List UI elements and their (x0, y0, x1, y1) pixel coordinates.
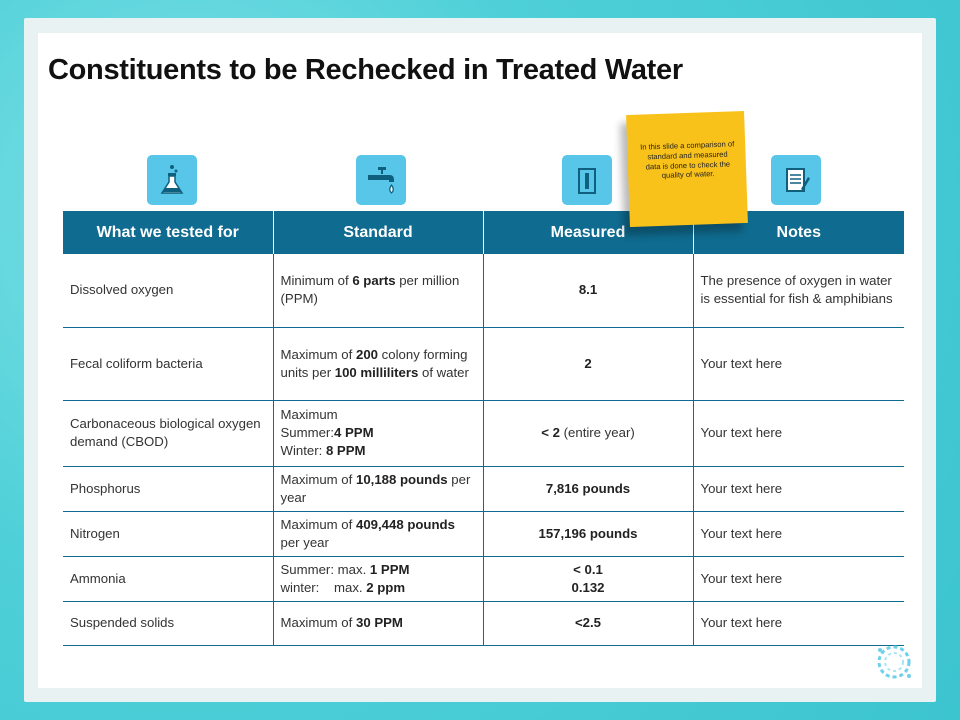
standard-cell (273, 556, 483, 601)
standard-cell (273, 327, 483, 400)
table-row (63, 511, 904, 556)
measured-cell (483, 327, 693, 400)
measured-cell (483, 254, 693, 327)
flask-icon (155, 163, 189, 197)
tested-cell: Carbonaceous biological oxygen demand (CBOD) (63, 400, 273, 466)
table-row (63, 327, 904, 400)
bold-value: 4 PPM (334, 425, 374, 440)
table-row (63, 601, 904, 645)
notes-cell: Your text here (693, 466, 904, 511)
water-splash-icon (872, 640, 916, 684)
tested-cell: Nitrogen (63, 511, 273, 556)
table-row (63, 556, 904, 601)
text-segment: Winter: (280, 443, 326, 458)
table-row (63, 466, 904, 511)
text-segment: Summer: max. (280, 561, 370, 577)
notes-cell: Your text here (693, 511, 904, 556)
bold-value: <2.5 (574, 615, 602, 630)
measured-cell (483, 511, 693, 556)
notes-cell: Your text here (693, 601, 904, 645)
bold-value: 10,188 pounds (355, 471, 448, 487)
bold-value: 7,816 pounds (545, 480, 631, 496)
text-segment: Maximum of (280, 471, 356, 487)
measured-cell (483, 466, 693, 511)
faucet-icon-box (356, 155, 406, 205)
tested-cell: Ammonia (63, 556, 273, 601)
page-title: Constituents to be Rechecked in Treated Water (48, 54, 683, 86)
notes-cell: Your text here (693, 327, 904, 400)
notes-cell: Your text here (693, 556, 904, 601)
bold-value: 8 PPM (325, 443, 366, 458)
table-row (63, 254, 904, 327)
bold-value: 30 PPM (355, 615, 403, 630)
text-segment: Maximum of (280, 615, 356, 630)
notepad-icon (779, 163, 813, 197)
standard-cell (273, 511, 483, 556)
standard-cell (273, 254, 483, 327)
bold-value: 2 ppm (366, 579, 406, 595)
column-header: Notes (693, 211, 904, 254)
table-row (63, 400, 904, 466)
text-segment: Maximum of (280, 516, 356, 532)
text-segment: Summer: (280, 425, 334, 440)
table-header-row (63, 211, 904, 254)
bold-value: 0.132 (571, 579, 605, 595)
standard-cell (273, 601, 483, 645)
tested-cell: Dissolved oxygen (63, 254, 273, 327)
notes-cell: Your text here (693, 400, 904, 466)
column-header: What we tested for (63, 211, 273, 254)
standard-cell (273, 400, 483, 466)
bold-value: < 0.1 (573, 561, 603, 577)
tested-cell: Phosphorus (63, 466, 273, 511)
text-segment: of water (418, 364, 469, 380)
bold-value: 8.1 (578, 282, 598, 298)
bold-value: 157,196 pounds (538, 525, 638, 541)
standard-cell (273, 466, 483, 511)
measured-cell (483, 601, 693, 645)
bold-value: 1 PPM (369, 561, 410, 577)
bold-value: 100 milliliters (334, 364, 419, 380)
column-header: Measured (483, 211, 693, 254)
bold-value: < 2 (541, 425, 560, 440)
table-body (63, 254, 904, 645)
text-segment: Maximum (280, 407, 338, 422)
notes-cell: The presence of oxygen in water is essential for fish & amphibians (693, 254, 904, 327)
notepad-icon-box (771, 155, 821, 205)
column-header: Standard (273, 211, 483, 254)
text-segment: per year (280, 516, 459, 550)
text-segment: colony forming units per (280, 346, 472, 380)
text-segment: per year (280, 471, 475, 505)
tested-cell: Suspended solids (63, 601, 273, 645)
text-segment: winter: max. (280, 579, 367, 595)
beaker-icon (570, 163, 604, 197)
text-segment: Minimum of (280, 273, 353, 289)
bold-value: 409,448 pounds (355, 516, 455, 532)
measured-cell (483, 400, 693, 466)
measured-cell (483, 556, 693, 601)
tested-cell: Fecal coliform bacteria (63, 327, 273, 400)
water-quality-table (63, 211, 904, 646)
sticky-note: In this slide a comparison of standard and measured data is done to check the quality of water. (626, 111, 748, 227)
flask-icon-box (147, 155, 197, 205)
faucet-icon (364, 163, 398, 197)
text-segment: Maximum of (280, 346, 356, 362)
bold-value: 2 (584, 355, 592, 371)
text-segment: per million (PPM) (280, 273, 463, 307)
beaker-icon-box (562, 155, 612, 205)
bold-value: 6 parts (352, 273, 396, 289)
text-segment: (entire year) (559, 425, 635, 440)
bold-value: 200 (355, 346, 378, 362)
